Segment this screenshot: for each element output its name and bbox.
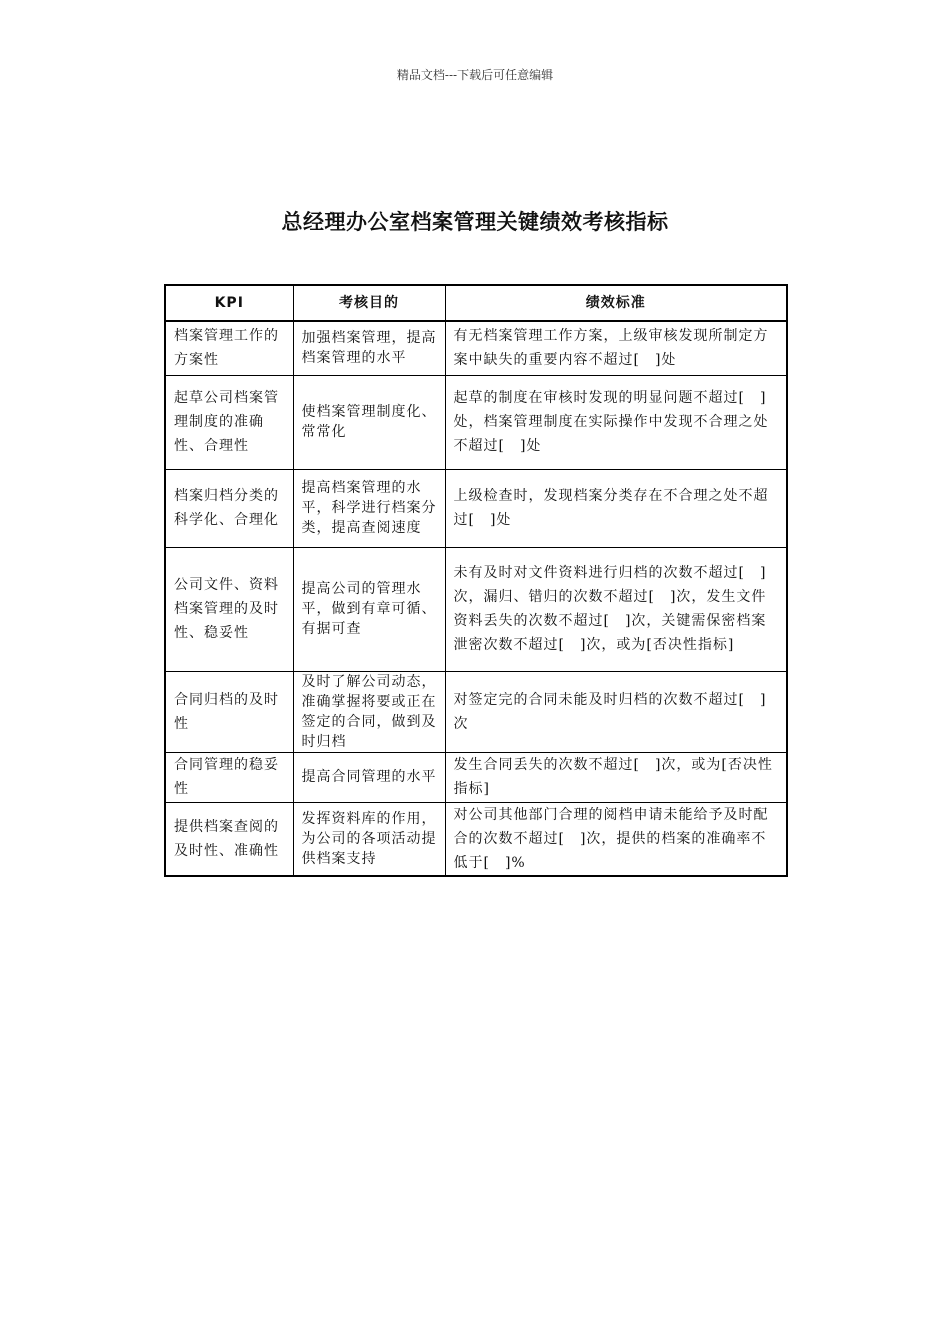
table-row: [165, 802, 787, 876]
table-row: [165, 752, 787, 802]
cell-kpi: 合同归档的及时性: [165, 671, 293, 752]
cell-kpi: 档案管理工作的方案性: [165, 321, 293, 375]
cell-standard: 发生合同丢失的次数不超过[ ]次，或为[否决性指标]: [445, 752, 787, 802]
header-purpose: 考核目的: [293, 285, 445, 321]
cell-purpose: 及时了解公司动态，准确掌握将要或正在签定的合同，做到及时归档: [293, 671, 445, 752]
header-standard: 绩效标准: [445, 285, 787, 321]
table-row: [165, 469, 787, 547]
cell-kpi: 公司文件、资料档案管理的及时性、稳妥性: [165, 547, 293, 671]
table-row: [165, 671, 787, 752]
page-header-note: 精品文档---下载后可任意编辑: [396, 68, 554, 82]
cell-standard: 起草的制度在审核时发现的明显问题不超过[ ]处，档案管理制度在实际操作中发现不合理之处不超过[ ]处: [445, 375, 787, 469]
cell-standard: 未有及时对文件资料进行归档的次数不超过[ ]次，漏归、错归的次数不超过[ ]次，发生文件资料丢失的次数不超过[ ]次，关键需保密档案泄密次数不超过[ ]次，或为[否决性指标]: [445, 547, 787, 671]
cell-purpose: 提高公司的管理水平，做到有章可循、有据可查: [293, 547, 445, 671]
kpi-table: [164, 284, 788, 877]
cell-standard: 上级检查时，发现档案分类存在不合理之处不超过[ ]处: [445, 469, 787, 547]
cell-kpi: 起草公司档案管理制度的准确性、合理性: [165, 375, 293, 469]
cell-standard: 有无档案管理工作方案，上级审核发现所制定方案中缺失的重要内容不超过[ ]处: [445, 321, 787, 375]
cell-kpi: 档案归档分类的科学化、合理化: [165, 469, 293, 547]
cell-purpose: 发挥资料库的作用，为公司的各项活动提供档案支持: [293, 802, 445, 876]
table-row: [165, 321, 787, 375]
cell-standard: 对公司其他部门合理的阅档申请未能给予及时配合的次数不超过[ ]次，提供的档案的准确率不低于[ ]%: [445, 802, 787, 876]
cell-kpi: 合同管理的稳妥性: [165, 752, 293, 802]
table-header-row: [165, 285, 787, 321]
cell-kpi: 提供档案查阅的及时性、准确性: [165, 802, 293, 876]
cell-purpose: 加强档案管理，提高档案管理的水平: [293, 321, 445, 375]
cell-purpose: 使档案管理制度化、常常化: [293, 375, 445, 469]
cell-standard: 对签定完的合同未能及时归档的次数不超过[ ]次: [445, 671, 787, 752]
header-kpi: KPI: [165, 285, 293, 321]
table-row: [165, 547, 787, 671]
cell-purpose: 提高合同管理的水平: [293, 752, 445, 802]
table-row: [165, 375, 787, 469]
document-title: 总经理办公室档案管理关键绩效考核指标: [281, 210, 669, 234]
cell-purpose: 提高档案管理的水平，科学进行档案分类，提高查阅速度: [293, 469, 445, 547]
